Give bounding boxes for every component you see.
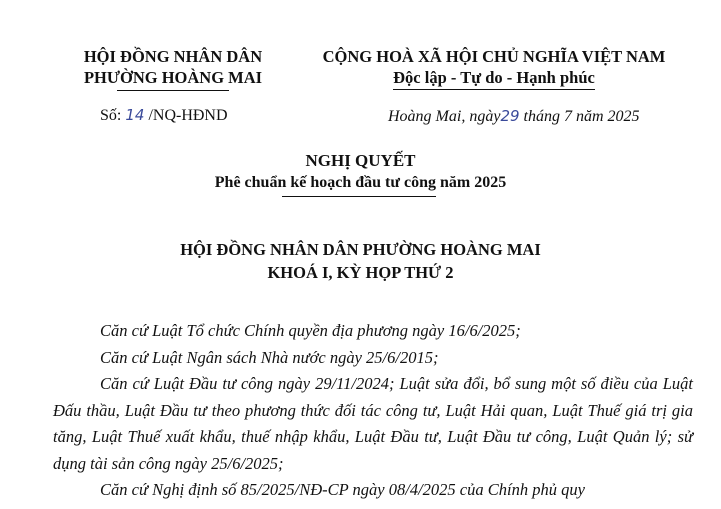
issuing-authority-line2: PHƯỜNG HOÀNG MAI	[83, 68, 263, 87]
document-number-prefix: Số:	[100, 107, 122, 124]
issuing-authority-line1: HỘI ĐỒNG NHÂN DÂN	[83, 47, 263, 66]
legal-basis-paragraph: Căn cứ Nghị định số 85/2025/NĐ-CP ngày 08/4/2025 của Chính phủ quy	[100, 480, 585, 499]
national-heading	[300, 46, 688, 90]
issue-date-day-handwritten: 29	[500, 107, 520, 125]
title-underline	[282, 196, 436, 197]
resolution-title-subject: Phê chuẩn kế hoạch đầu tư công năm 2025	[214, 174, 507, 191]
legal-basis-paragraph: Căn cứ Luật Ngân sách Nhà nước ngày 25/6/2015;	[100, 347, 439, 367]
council-name: HỘI ĐỒNG NHÂN DÂN PHƯỜNG HOÀNG MAI	[180, 240, 541, 259]
resolution-title-main: NGHỊ QUYẾT	[305, 151, 416, 170]
authority-underline	[117, 90, 229, 91]
council-heading	[0, 238, 721, 284]
issue-date-place: Hoàng Mai, ngày	[388, 108, 501, 125]
document-number-handwritten: 14	[125, 106, 145, 124]
nation-name: CỘNG HOÀ XÃ HỘI CHỦ NGHĨA VIỆT NAM	[322, 47, 666, 66]
issue-date	[388, 107, 640, 126]
legal-basis-paragraph: Căn cứ Luật Đầu tư công ngày 29/11/2024; Luật sửa đổi, bổ sung một số điều của Luật Đấu thầu, Luật Đầu tư theo phương thức đối tác công tư, Luật Hải quan, Luật Thuế giá trị gia tăng, Luật Thuế xuất khẩu, thuế nhập khẩu, Luật Đầu tư, Luật Đầu tư công, Luật Quản lý; sử dụng tài sản công ngày 25/6/2025;	[53, 374, 693, 473]
council-session: KHOÁ I, KỲ HỌP THỨ 2	[267, 263, 454, 282]
document-number	[100, 106, 228, 125]
issuing-authority	[62, 46, 284, 91]
legal-basis-paragraph: Căn cứ Luật Tổ chức Chính quyền địa phương ngày 16/6/2025;	[100, 321, 521, 340]
national-motto: Độc lập - Tự do - Hạnh phúc	[393, 67, 595, 90]
legal-basis-body	[53, 318, 693, 504]
issue-date-rest: tháng 7 năm 2025	[523, 108, 640, 125]
resolution-title	[0, 150, 721, 197]
document-number-suffix: /NQ-HĐND	[148, 107, 228, 124]
